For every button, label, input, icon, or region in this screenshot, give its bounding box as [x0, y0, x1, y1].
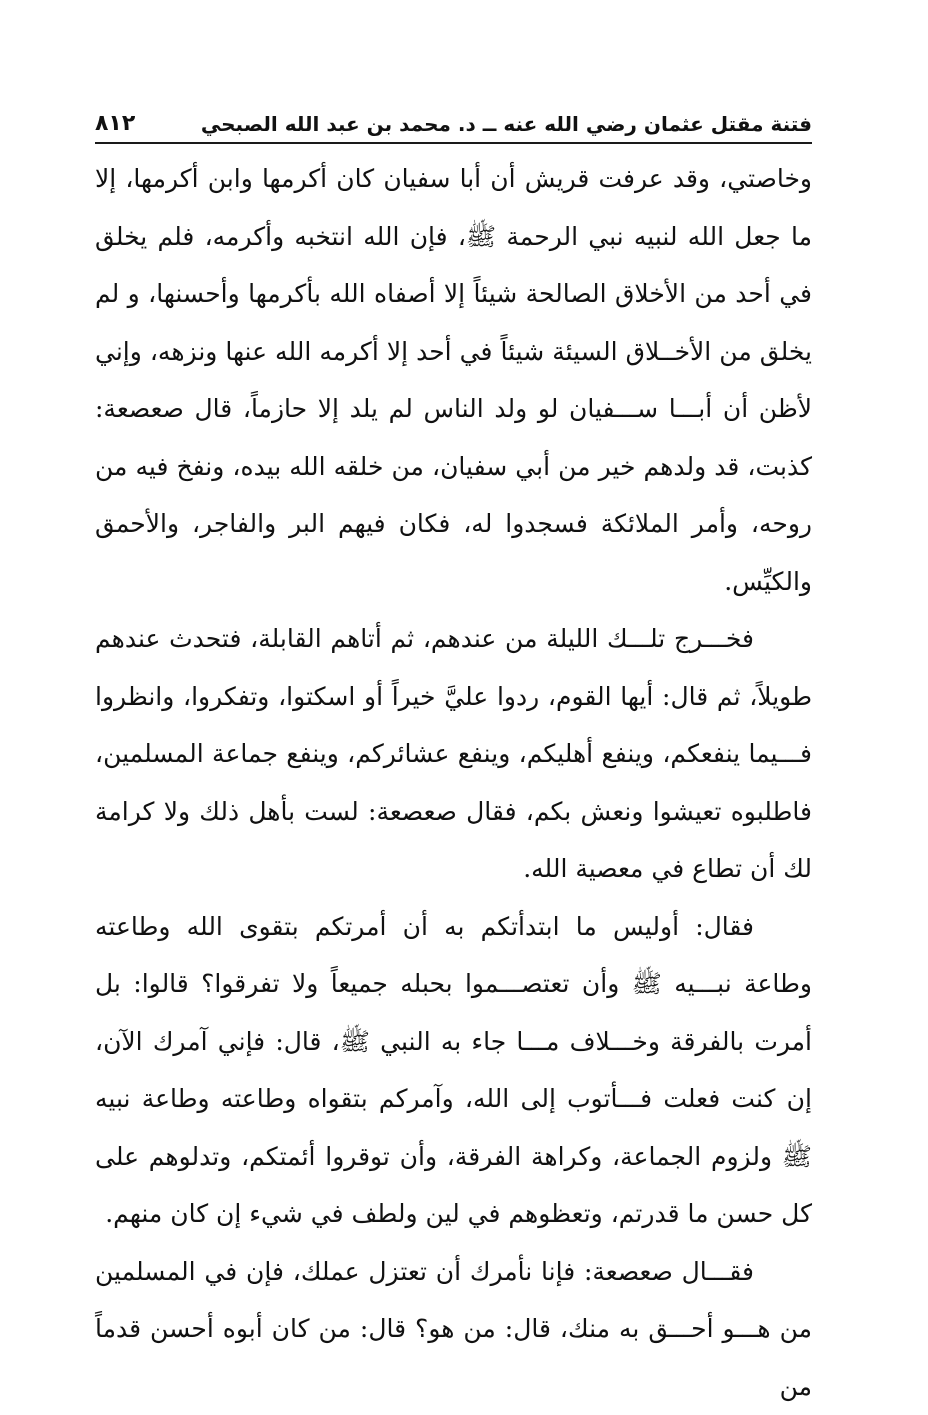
paragraph: فخـــرج تلـــك الليلة من عندهم، ثم أتاهم القابلة، فتحدث عندهم طويلاً، ثم قال: أيها القوم، ردوا عليَّ خيراً أو اسكتوا، وتفكروا، وانظروا فـــيما ينفعكم، وينفع أهليكم، وينفع عشائركم، وينفع جماعة المسلمين، فاطلبوه تعيشوا ونعش بكم، فقال صعصعة: لست بأهل ذلك ولا كرامة لك أن تطاع في معصية الله.	[95, 610, 812, 898]
running-header	[95, 96, 812, 144]
page-number: ٨١٢	[95, 111, 135, 136]
paragraph: فقال: أوليس ما ابتدأتكم به أن أمرتكم بتقوى الله وطاعته وطاعة نبـــيه ﷺ وأن تعتصـــموا بحبله جميعاً ولا تفرقوا؟ قالوا: بل أمرت بالفرقة وخـــلاف مـــا جاء به النبي ﷺ، قال: فإني آمرك الآن، إن كنت فعلت فـــأتوب إلى الله، وآمركم بتقواه وطاعته وطاعة نبيه ﷺ ولزوم الجماعة، وكراهة الفرقة، وأن توقروا أئمتكم، وتدلوهم على كل حسن ما قدرتم، وتعظوهم في لين ولطف في شيء إن كان منهم.	[95, 898, 812, 1243]
header-title: فتنة مقتل عثمان رضي الله عنه ــ د. محمد بن عبد الله الصبحي	[201, 112, 812, 136]
paragraph: فقـــال صعصعة: فإنا نأمرك أن تعتزل عملك، فإن في المسلمين من هـــو أحـــق به منك، قال: من هو؟ قال: من كان أبوه أحسن قدماً من	[95, 1243, 812, 1415]
body-text	[95, 150, 812, 1415]
paragraph: وخاصتي، وقد عرفت قريش أن أبا سفيان كان أكرمها وابن أكرمها، إلا ما جعل الله لنبيه نبي الرحمة ﷺ، فإن الله انتخبه وأكرمه، فلم يخلق في أحد من الأخلاق الصالحة شيئاً إلا أصفاه الله بأكرمها وأحسنها، و لم يخلق من الأخــلاق السيئة شيئاً في أحد إلا أكرمه الله عنها ونزهه، وإني لأظن أن أبـــا ســـفيان لو ولد الناس لم يلد إلا حازماً، قال صعصعة: كذبت، قد ولدهم خير من أبي سفيان، من خلقه الله بيده، ونفخ فيه من روحه، وأمر الملائكة فسجدوا له، فكان فيهم البر والفاجر، والأحمق والكيِّس.	[95, 150, 812, 610]
